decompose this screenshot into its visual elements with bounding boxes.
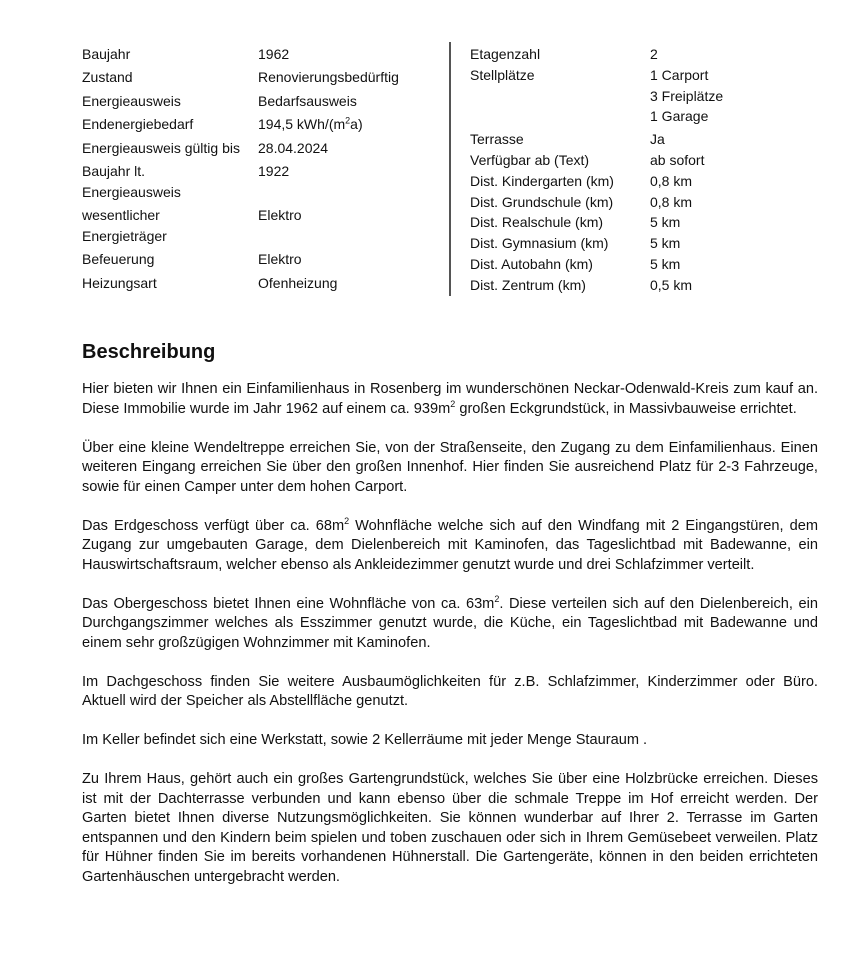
fact-label: Terrasse <box>470 131 524 148</box>
fact-value-line: 5 km <box>650 255 681 272</box>
fact-value: 1922 <box>258 162 290 179</box>
paragraph-text: . Diese verteilen sich auf den Dielenbereich, ein Durchgangszimmer welches als Esszimmer genutzt wurde, die Küche, ein Tageslichtbad mit Badewanne und einem sehr großzügigen Wohnzimmer mit Kaminofen. <box>82 595 818 651</box>
facts-right-column <box>470 44 790 296</box>
paragraph-text: Im Keller befindet sich eine Werkstatt, sowie 2 Kellerräume mit jeder Menge Stauraum . <box>82 732 648 748</box>
description-heading: Beschreibung <box>82 341 216 363</box>
fact-value-text: 194,5 kWh/(m <box>258 116 346 133</box>
fact-value: Elektro <box>258 207 302 224</box>
fact-value <box>258 114 442 135</box>
description-paragraph <box>82 770 818 887</box>
fact-label: Befeuerung <box>82 251 155 268</box>
fact-label: Dist. Realschule (km) <box>470 214 604 231</box>
fact-label: Zustand <box>82 69 133 86</box>
fact-row-heizungsart <box>82 273 442 294</box>
fact-row-stellplaetze <box>470 65 790 127</box>
superscript: 2 <box>494 593 500 604</box>
fact-value-line: 2 <box>650 46 658 62</box>
fact-value-line: 0,8 km <box>650 172 693 189</box>
fact-value <box>650 192 790 213</box>
paragraph-text: Zu Ihrem Haus, gehört auch ein großes Gartengrundstück, welches Sie über eine Holzbrücke erreichen. Dieses ist mit der Dachterrasse verbunden und kann ebenso über die schmale Treppe im Hof erreicht werden. Der Garten bietet Ihnen diverse Nutzungsmöglichkeiten. Sie können wunderbar auf Ihrer 2. Terrasse im Garten entspannen und den Kindern beim spielen und toben zuschauen oder sich in Ihrem Gemüsebeet verweilen. Platz für Hühner finden Sie im bereits vorhandenen Hühnerstall. Die Gartengeräte, können in den beiden errichteten Gartenhäuschen untergebracht werden. <box>82 771 818 885</box>
fact-label: Energieausweis gültig bis <box>82 139 240 156</box>
fact-row-energietraeger <box>82 205 442 247</box>
fact-value-line: 0,8 km <box>650 193 693 210</box>
fact-label: Stellplätze <box>470 66 535 83</box>
paragraph-text: Das Erdgeschoss verfügt über ca. 68m <box>82 517 345 534</box>
fact-label: Dist. Kindergarten (km) <box>470 172 614 189</box>
fact-label: Heizungsart <box>82 274 157 291</box>
fact-row-dist-autobahn <box>470 254 790 275</box>
paragraph-text: großen Eckgrundstück, in Massivbauweise errichtet. <box>455 400 797 417</box>
fact-row-baujahr <box>82 44 442 65</box>
fact-value-line: 1 Garage <box>650 108 709 125</box>
fact-label: wesentlicher Energieträger <box>82 207 167 244</box>
fact-label: Verfügbar ab (Text) <box>470 151 590 168</box>
fact-value <box>650 44 790 65</box>
description-paragraph <box>82 595 818 654</box>
paragraph-text: Wohnfläche welche sich auf den Windfang mit 2 Eingangstüren, dem Zugang zur umgebauten Garage, dem Dielenbereich mit Kaminofen, das Tageslichtbad mit Badewanne, ein Hauswirtschaftsraum, welcher ebenso als Ankleidezimmer genutzt wurde und drei Schlafzimmer verteilt. <box>82 517 818 573</box>
fact-value: 28.04.2024 <box>258 139 329 156</box>
fact-value-line: 5 km <box>650 214 681 231</box>
fact-label: Baujahr <box>82 46 131 62</box>
description-paragraph <box>82 439 818 498</box>
superscript: 2 <box>344 515 350 526</box>
fact-row-endenergiebedarf <box>82 114 442 135</box>
fact-label: Dist. Zentrum (km) <box>470 276 586 293</box>
fact-value <box>650 171 790 192</box>
fact-value <box>650 275 790 296</box>
fact-label: Energieausweis <box>82 92 181 109</box>
fact-row-energieausweis-gueltig <box>82 138 442 159</box>
fact-row-dist-kindergarten <box>470 171 790 192</box>
fact-label: Etagenzahl <box>470 46 541 62</box>
property-facts <box>82 44 782 300</box>
fact-value-line: 3 Freiplätze <box>650 87 724 104</box>
fact-row-dist-zentrum <box>470 275 790 296</box>
description-paragraph <box>82 673 818 712</box>
fact-label: Dist. Autobahn (km) <box>470 255 593 272</box>
fact-row-dist-grundschule <box>470 192 790 213</box>
fact-label: Dist. Gymnasium (km) <box>470 235 609 252</box>
fact-value-line: 1 Carport <box>650 66 709 83</box>
paragraph-text: Über eine kleine Wendeltreppe erreichen Sie, von der Straßenseite, den Zugang zu dem Einfamilienhaus. Einen weiteren Eingang erreichen Sie über den großen Innenhof. Hier finden Sie ausreichend Platz für 2-3 Fahrzeuge, sowie für einen Camper unter dem hohen Carport. <box>82 439 818 495</box>
fact-row-terrasse <box>470 129 790 150</box>
fact-value-line: Ja <box>650 131 665 148</box>
fact-value: 1962 <box>258 46 290 62</box>
fact-row-dist-gymnasium <box>470 233 790 254</box>
fact-value-line: 0,5 km <box>650 276 693 293</box>
fact-row-etagenzahl <box>470 44 790 65</box>
paragraph-text: Hier bieten wir Ihnen ein Einfamilienhaus in Rosenberg im wunderschönen Neckar-Odenwald-Kreis zum kauf an. Diese Immobilie wurde im Jahr 1962 auf einem ca. 939m <box>82 381 818 417</box>
fact-value <box>650 150 790 171</box>
fact-value-line: 5 km <box>650 235 681 252</box>
fact-value <box>650 254 790 275</box>
description-section <box>82 338 818 907</box>
description-paragraph <box>82 517 818 576</box>
fact-row-verfuegbar-ab <box>470 150 790 171</box>
fact-row-dist-realschule <box>470 212 790 233</box>
fact-value <box>650 233 790 254</box>
fact-label: Baujahr lt. Energieausweis <box>82 162 181 200</box>
fact-value: Bedarfsausweis <box>258 92 357 109</box>
fact-row-zustand <box>82 67 442 88</box>
fact-row-baujahr-lt-energieausweis <box>82 161 442 203</box>
fact-row-energieausweis <box>82 91 442 112</box>
fact-value: Elektro <box>258 251 302 268</box>
fact-value <box>650 129 790 150</box>
facts-left-column <box>82 44 442 296</box>
fact-value-line: ab sofort <box>650 151 705 168</box>
fact-value: Ofenheizung <box>258 274 338 291</box>
superscript: 2 <box>345 115 351 126</box>
superscript: 2 <box>450 398 456 409</box>
fact-value: Renovierungsbedürftig <box>258 69 399 86</box>
fact-value-text: a) <box>350 116 363 133</box>
paragraph-text: Das Obergeschoss bietet Ihnen eine Wohnfläche von ca. 63m <box>82 595 495 612</box>
paragraph-text: Im Dachgeschoss finden Sie weitere Ausbaumöglichkeiten für z.B. Schlafzimmer, Kinderzimmer oder Büro. Aktuell wird der Speicher als Abstellfläche genutzt. <box>82 673 818 709</box>
fact-label: Endenergiebedarf <box>82 116 194 133</box>
fact-value <box>650 65 790 127</box>
description-paragraph <box>82 731 818 751</box>
fact-row-befeuerung <box>82 249 442 270</box>
fact-label: Dist. Grundschule (km) <box>470 193 614 210</box>
column-divider <box>449 42 451 296</box>
description-paragraph <box>82 380 818 419</box>
fact-value <box>650 212 790 233</box>
